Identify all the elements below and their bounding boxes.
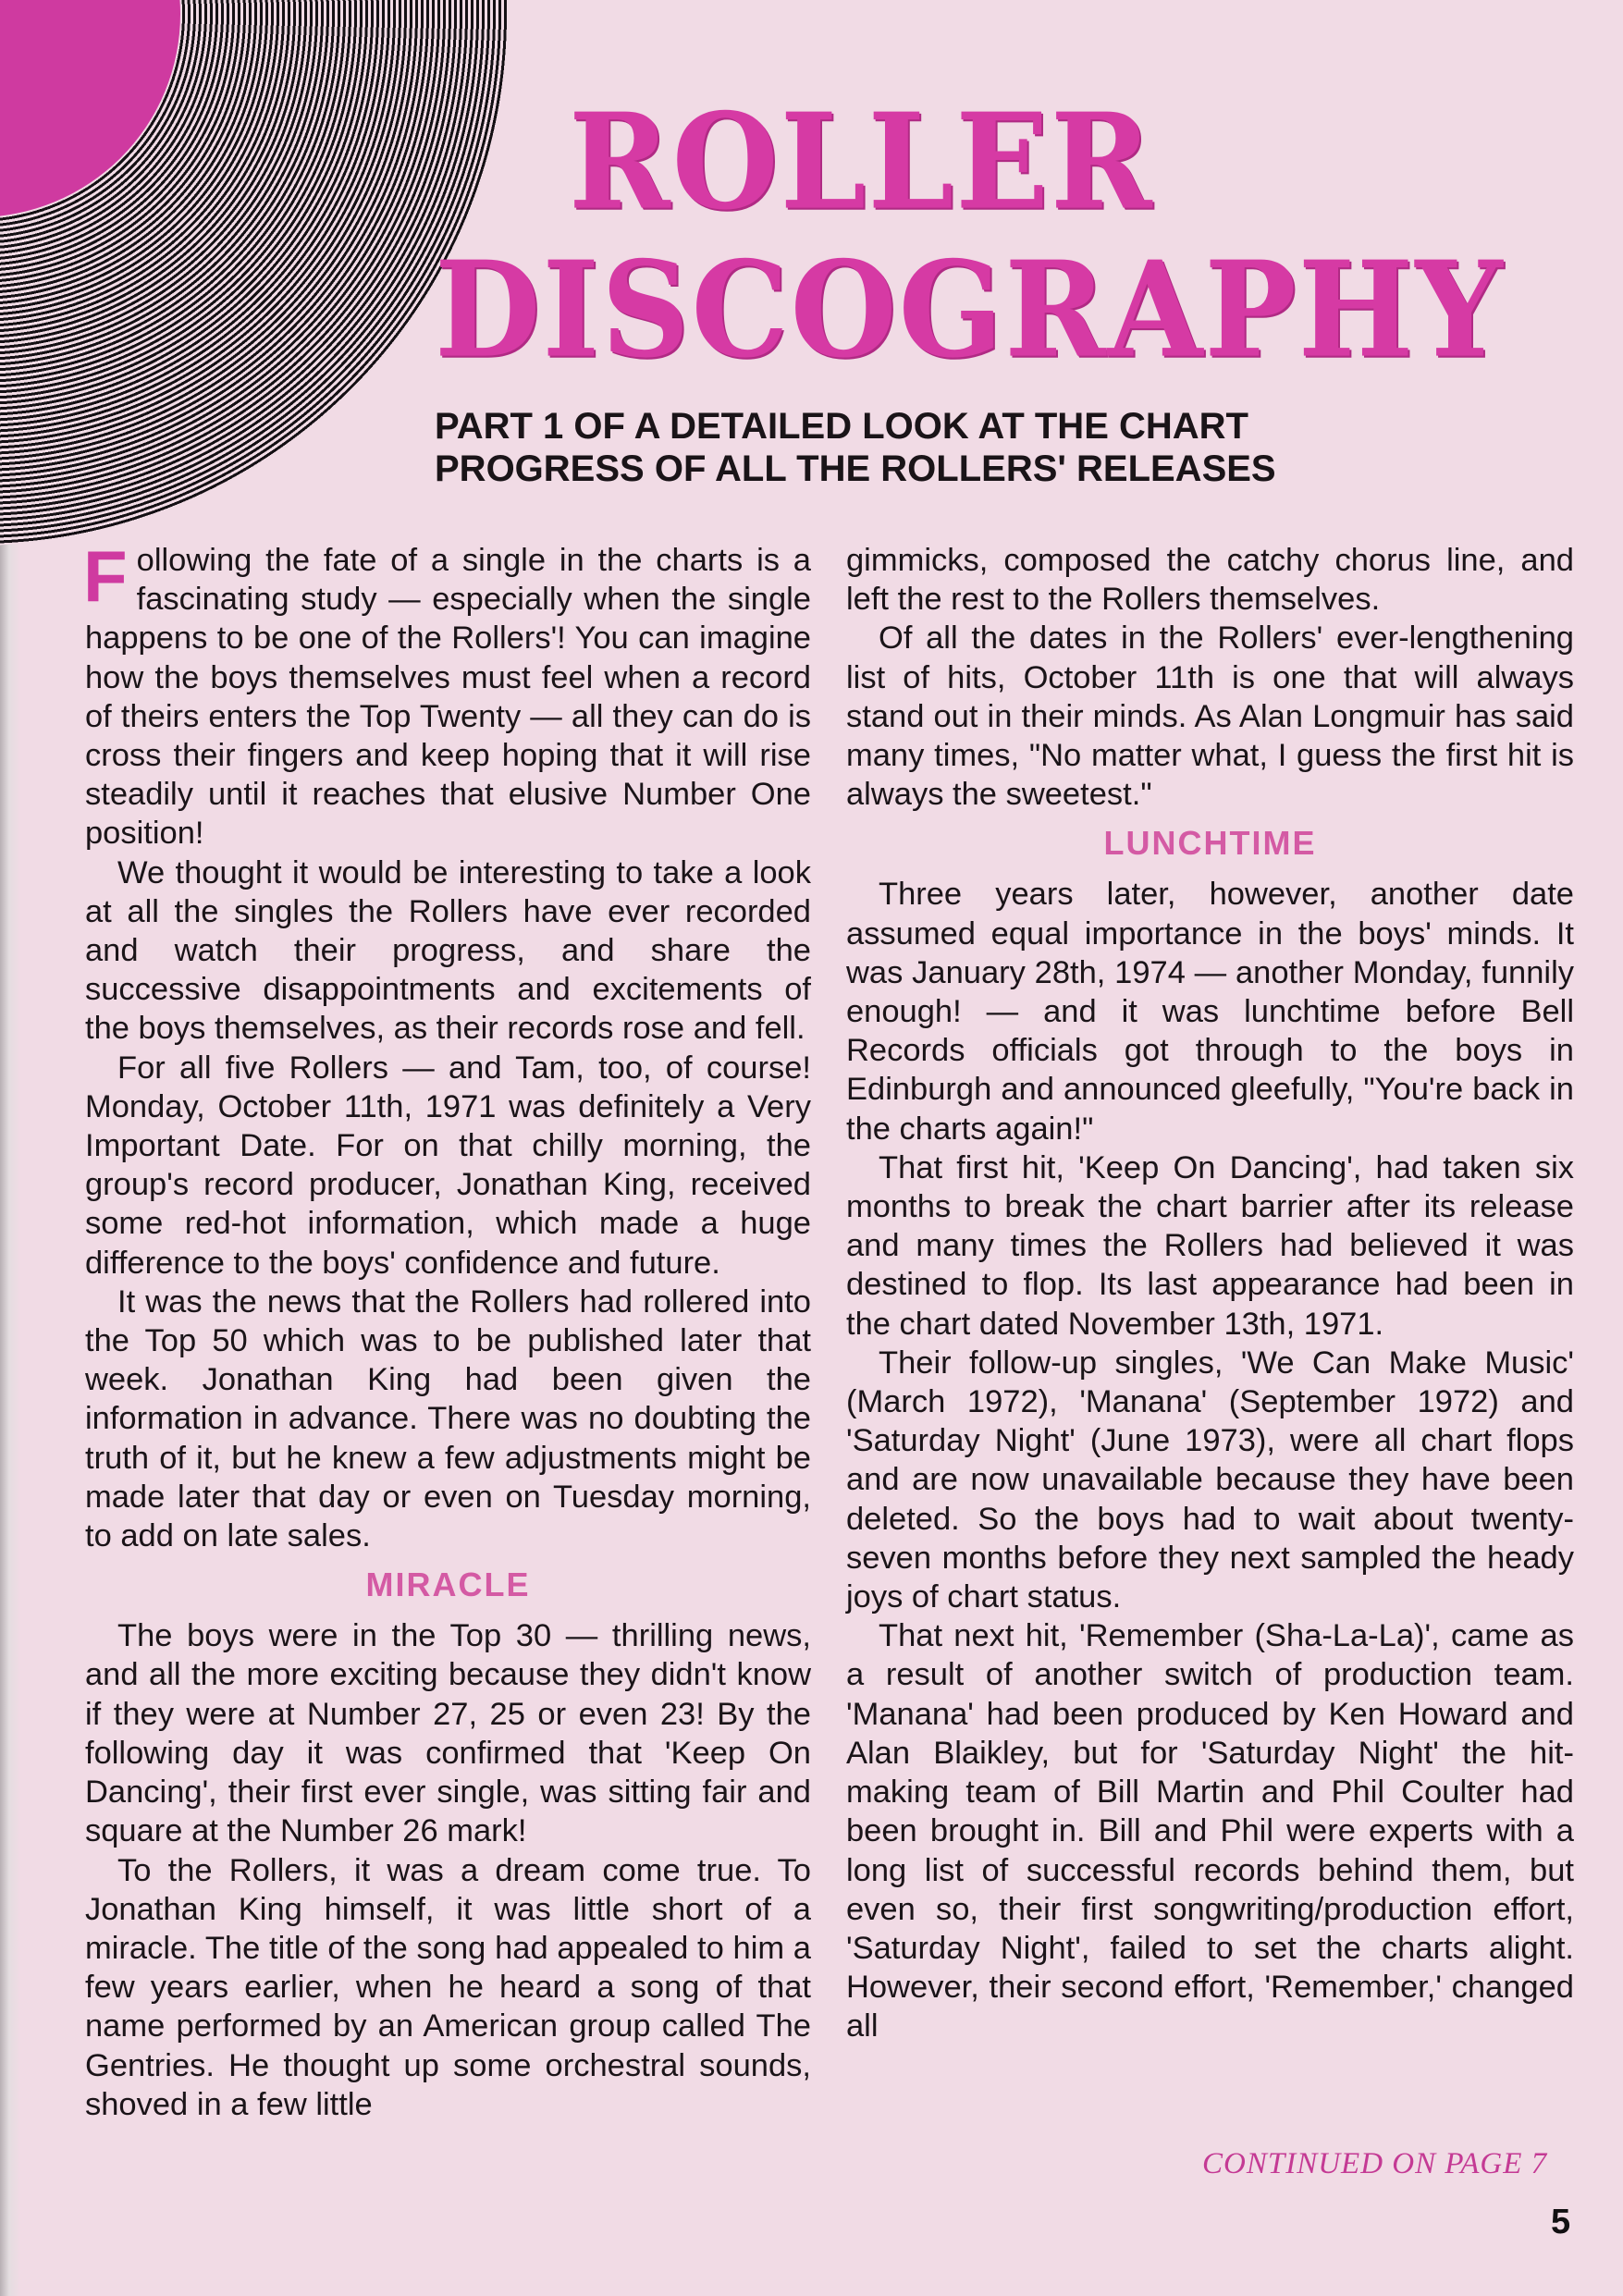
article-paragraph: gimmicks, composed the catchy chorus line, and left the rest to the Rollers themselves. [846,543,1574,618]
article-paragraph [83,535,811,853]
paragraph-text: ollowing the fate of a single in the charts is a fascinating study — especially when the single happens to be one of the Rollers'! You can imagine how the boys themselves must feel when a record of theirs enters the Top Twenty — all they can do is cross their fingers and keep hoping that it will rise steadily until it reaches that elusive Number One position! [85,543,811,852]
article-column-right [846,541,1574,2046]
article-paragraph: Of all the dates in the Rollers' ever-lengthening list of hits, October 11th is one that will always stand out in their minds. As Alan Longmuir has said many times, "No matter what, I guess the first hit is always the sweetest." [846,620,1574,813]
article-paragraph: Their follow-up singles, 'We Can Make Music' (March 1972), 'Manana' (September 1972) and 'Saturday Night' (June 1973), were all chart flops and are now unavailable because they have been deleted. So the boys had to wait about twenty-seven months before they next sampled the heady joys of chart status. [846,1344,1574,1615]
continued-note: CONTINUED ON PAGE 7 [1202,2147,1548,2180]
article-paragraph: That first hit, 'Keep On Dancing', had taken six months to break the chart barrier after its release and many times the Rollers had believed it was destined to flop. Its last appearance had been in the chart dated November 13th, 1971. [846,1149,1574,1342]
article-paragraph: To the Rollers, it was a dream come true. To Jonathan King himself, it was little short of a miracle. The title of the song had appealed to him a few years earlier, when he heard a song of that name performed by an American group called The Gentries. He thought up some orchestral sounds, shoved in a few little [85,1852,811,2122]
drop-cap: F [83,535,128,617]
page-title-line-2: DISCOGRAPHY [435,232,1505,388]
article-paragraph: Three years later, however, another date assumed equal importance in the boys' minds. It was January 28th, 1974 — another Monday, funnily enough! — and it was lunchtime before Bell Records officials got through to the boys in Edinburgh and announced gleefully, "You're back in the charts again!" [846,877,1574,1147]
article-paragraph: We thought it would be interesting to take a look at all the singles the Rollers have ever recorded and watch their progress, and share the successive disappointments and excitements of the boys themselves, as their records rose and fell. [85,854,811,1047]
article-paragraph: It was the news that the Rollers had rollered into the Top 50 which was to be published later that week. Jonathan King had been given the information in advance. There was no doubting the truth of it, but he knew a few adjustments might be made later that day or even on Tuesday morning, to add on late sales. [85,1283,811,1554]
page-subtitle: PART 1 OF A DETAILED LOOK AT THE CHART PROGRESS OF ALL THE ROLLERS' RELEASES [435,406,1276,489]
article-paragraph: The boys were in the Top 30 — thrilling news, and all the more exciting because they didn't know if they were at Number 27, 25 or even 23! By the following day it was confirmed that 'Keep On Dancing', their first ever single, was sitting fair and square at the Number 26 mark! [85,1618,811,1849]
article-paragraph: For all five Rollers — and Tam, too, of course! Monday, October 11th, 1971 was definitely a Very Important Date. For on that chilly morning, the group's record producer, Jonathan King, received some red-hot information, which made a huge difference to the boys' confidence and future. [85,1050,811,1281]
article-paragraph: That next hit, 'Remember (Sha-La-La)', came as a result of another switch of production team. 'Manana' had been produced by Ken Howard and Alan Blaikley, but for 'Saturday Night' the hit-making team of Bill Martin and Phil Coulter had been brought in. Bill and Phil were experts with a long list of successful records behind them, but even so, their first songwriting/production effort, 'Saturday Night', failed to set the charts alight. However, their second effort, 'Remember,' changed all [846,1618,1574,2044]
page-title-line-1: ROLLER [569,84,1154,240]
section-heading-miracle: MIRACLE [365,1565,531,1604]
page-number: 5 [1551,2203,1571,2241]
article-column-left [83,535,811,2124]
section-heading-lunchtime: LUNCHTIME [1103,824,1317,863]
